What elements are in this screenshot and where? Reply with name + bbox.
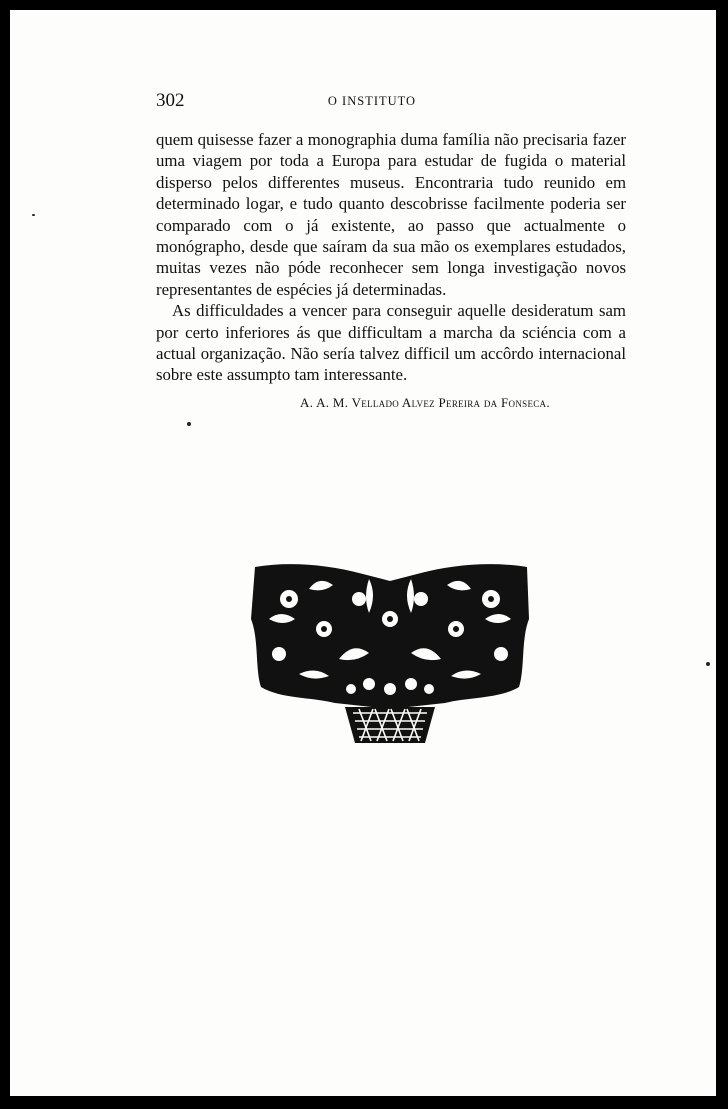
paragraph-1: quem quisesse fazer a monographia duma família não precisaria fazer uma viagem por toda a Europa para estudar de fugida o material disperso pelos differentes museus. Encontraria tudo reunido em determinado logar, e tudo quanto descobrisse facilmente poderia ser comparado com o já existente, ao passo que actualmente o monógrapho, desde que saíram da sua mão os exemplares estudados, muitas vezes não póde reconhecer sem longa investigação novos representantes de espécies já determinadas. — [156, 130, 626, 299]
flower-basket-ornament-icon — [249, 559, 531, 743]
speck — [32, 214, 35, 216]
paragraph-2: As difficuldades a vencer para conseguir aquelle desideratum sam por certo inferiores ás que difficultam a marcha da sciéncia com a actual organização. Não sería talvez difficil um accôrdo internacional sobre este assumpto tam interessante. — [156, 301, 626, 385]
page-number: 302 — [156, 90, 185, 111]
author-signature: A. A. M. Vellado Alvez Pereira da Fonseca. — [300, 395, 550, 410]
document-page — [10, 10, 716, 1096]
page-header — [156, 90, 588, 114]
running-title: O INSTITUTO — [327, 94, 417, 108]
speck — [187, 422, 191, 426]
body-text — [156, 129, 626, 386]
speck — [706, 662, 710, 666]
